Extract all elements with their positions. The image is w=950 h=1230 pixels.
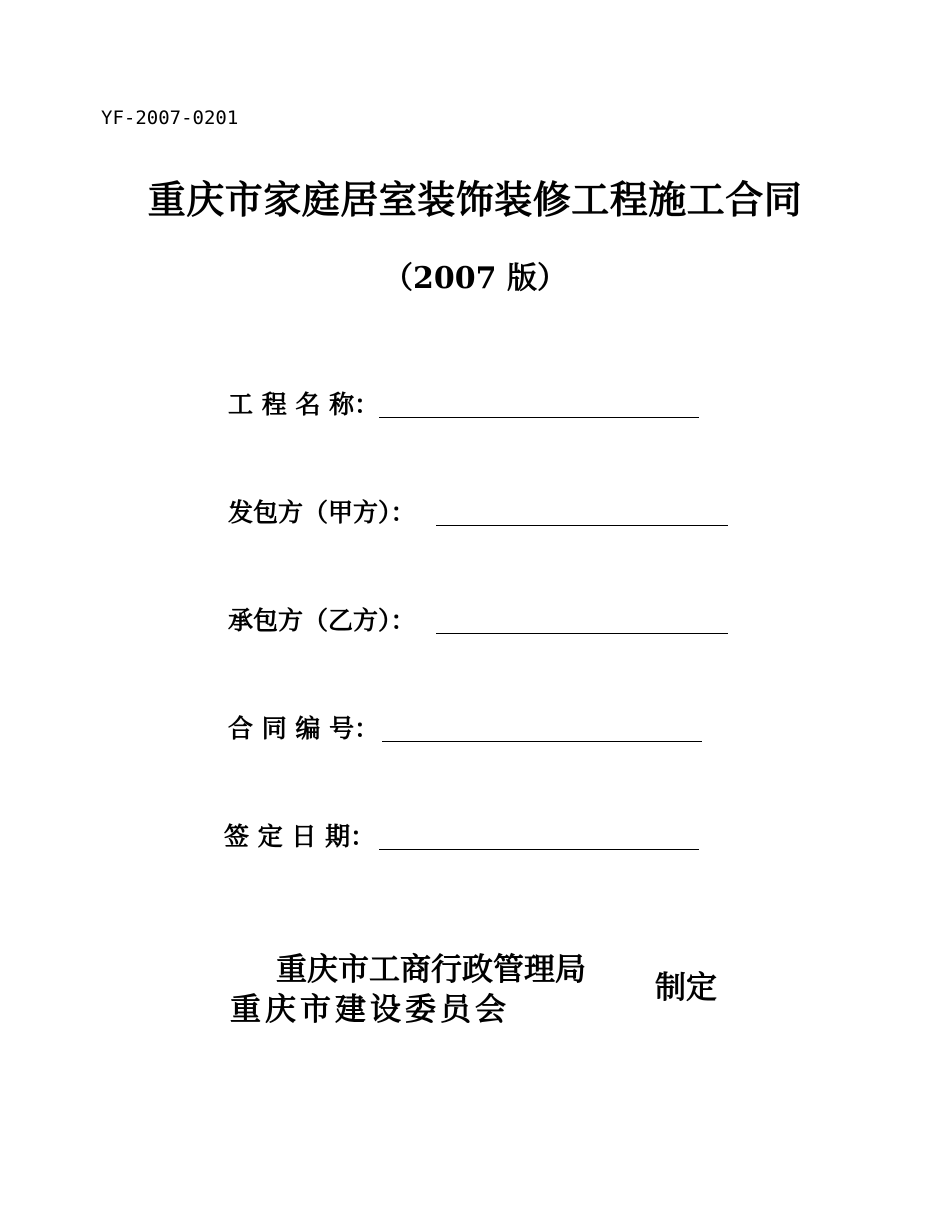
issuer-block [230,950,750,1040]
employer-blank [436,495,728,526]
contractor-blank [436,603,728,634]
issuer-construction-committee: 重庆市建设委员会 [230,992,510,1028]
version-label: （2007 版） [383,261,567,296]
project-name-field [228,382,699,422]
sign-date-field [224,814,699,854]
project-name-label: 工 程 名 称： [228,390,380,419]
issued-by-label: 制定 [655,970,717,1006]
issuer-industry-commerce-bureau: 重庆市工商行政管理局 [276,952,586,988]
sign-date-label: 签 定 日 期： [224,822,376,851]
contract-number-blank [382,711,702,742]
contractor-label: 承包方（乙方）： [228,606,416,635]
employer-label: 发包方（甲方）： [228,498,416,527]
contractor-field [228,598,728,638]
page-title: 重庆市家庭居室装饰装修工程施工合同 [147,177,803,222]
contract-number-field [228,706,702,746]
project-name-blank [379,387,699,418]
sign-date-blank [379,819,699,850]
document-code: YF-2007-0201 [101,107,239,129]
contract-number-label: 合 同 编 号： [228,714,380,743]
employer-field [228,490,728,530]
